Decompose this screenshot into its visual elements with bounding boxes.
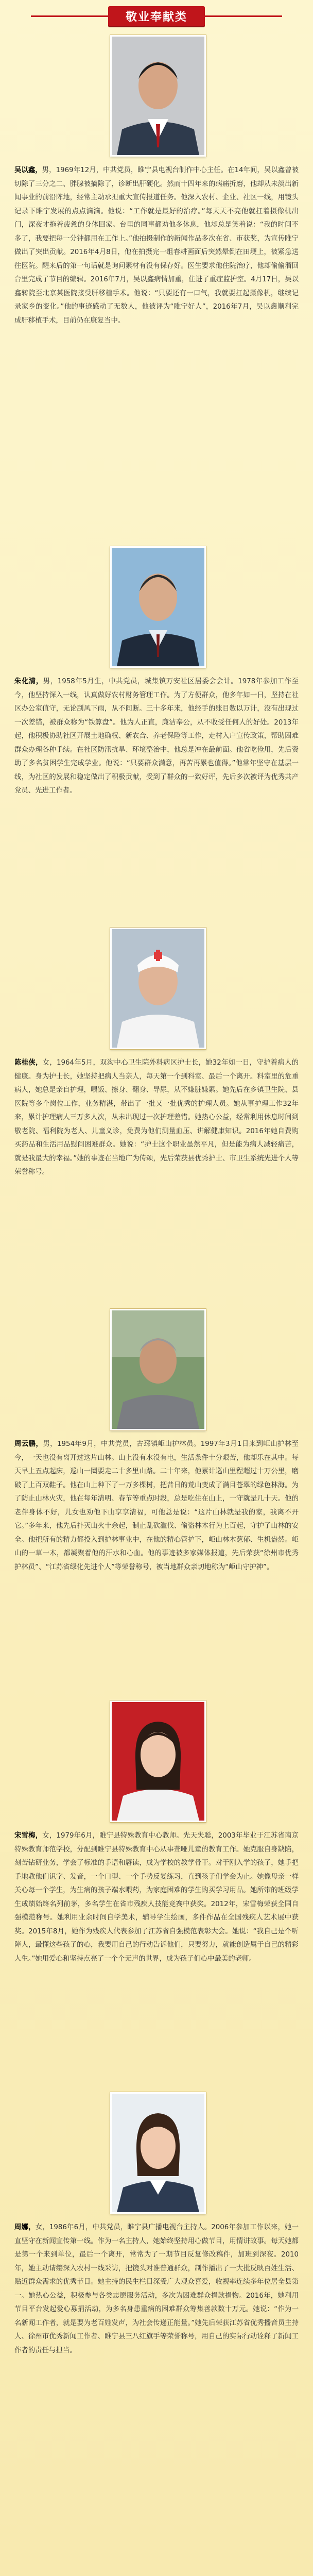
profile-photo (110, 1309, 206, 1430)
profile-name: 周云鹏， (14, 1440, 43, 1448)
profile-name: 周娜， (14, 2224, 36, 2231)
profile-name: 朱化清， (14, 678, 43, 685)
profile-photo (110, 928, 206, 1049)
profile-name: 宋雪梅， (14, 1832, 43, 1840)
profile-bio (14, 2221, 299, 2358)
profile-bio (14, 164, 299, 328)
profile-bio (14, 675, 299, 798)
portrait-icon (112, 37, 204, 155)
section-header (0, 4, 313, 25)
profile-photo (110, 2092, 206, 2214)
portrait-icon (112, 929, 204, 1048)
profile-text: 女，1979年6月，睢宁县特殊教育中心教师。先天失聪，2003年毕业于江苏省南京特殊教育师范学校，分配到睢宁县特殊教育中心从事聋哑儿童的教育工作。她克服自身缺陷，刻苦钻研业务，学会了标准的手语和唇读，成为学校的教学骨干。对于刚入学的孩子，她手把手地教他们识字、发音，一个口型、一个手势反复练习，直到孩子们学会为止。她像母亲一样关心每一个学生，为生病的孩子端水喂药，为家庭困难的学生购买学习用品。她所带的班级学生成绩始终名列前茅，多名学生在省市残疾人技能竞赛中获奖。2012年，宋雪梅荣获全国自强模范称号。她利用业余时间自学美术，辅导学生绘画，多件作品在全国残疾人艺术展中获奖。2015年8月，她作为残疾人代表参加了江苏省自强模范表彰大会。她说：“我自己是个听障人，最懂这些孩子的心，我要用自己的行动告诉他们，只要努力，就能创造属于自己的精彩人生。”她用爱心和坚持点亮了一个个无声的世界，成为孩子们心中最美的老师。 (14, 1832, 299, 1963)
section-title: 敬业奉献类 (108, 6, 205, 26)
portrait-icon (112, 1310, 204, 1429)
portrait-icon (112, 548, 204, 666)
profile-name: 吴以鑫， (14, 166, 42, 174)
profile-text: 女，1964年5月，双沟中心卫生院外科病区护士长，她32年如一日，守护着病人的健康。身为护士长，她坚持把病人当亲人，每天第一个到科室、最后一个离开。科室里的危重病人，她总是亲自护理，喂饭、擦身、翻身、导尿，从不嫌脏嫌累。她先后在乡镇卫生院、县医院等多个岗位工作，业务精湛，带出了一批又一批优秀的护理人员。她从事护理工作32年来，累计护理病人三万多人次，从未出现过一次护理差错。她热心公益，经常利用休息时间到敬老院、福利院为老人、儿童义诊，免费为他们测量血压、讲解健康知识。2016年她自费购买药品和生活用品慰问困难群众。她说：“护士这个职业虽然平凡，但是能为病人减轻痛苦，就是我最大的幸福。”她的事迹在当地广为传颂，先后荣获县优秀护士、市卫生系统先进个人等荣誉称号。 (14, 1059, 299, 1176)
portrait-icon (112, 1702, 204, 1821)
profile-text: 女，1986年6月，中共党员，睢宁县广播电视台主持人。2006年参加工作以来，她一直坚守在新闻宣传第一线。作为一名主持人，她始终坚持用心做节目，用情讲故事。每天她都是第一个来到单位，最后一个离开，常常为了一期节目反复修改稿件，加班到深夜。2010年，她主动请缨深入农村一线采访，把镜头对准普通群众，制作播出了一大批反映百姓生活、贴近群众需求的优秀节目。她主持的民生栏目深受广大观众喜爱，收视率连续多年位居全县第一。她热心公益，积极参与各类志愿服务活动，多次为困难群众捐款捐物。2016年，她利用节目平台发起爱心募捐活动，为多名身患重病的困难群众筹集善款数十万元。她说：“作为一名新闻工作者，就是要为老百姓发声，为社会传递正能量。”她先后荣获江苏省优秀播音员主持人、徐州市优秀新闻工作者、睢宁县三八红旗手等荣誉称号，用自己的实际行动诠释了新闻工作者的责任与担当。 (14, 2224, 299, 2354)
profile-text: 男，1954年9月，中共党员，古邳镇岠山护林员。1997年3月1日来到岠山护林至今，一天也没有离开过这片山林。山上没有水没有电，生活条件十分艰苦，他却乐在其中。每天早上五点起床，巡山一圈要走二十多里山路。二十年来，他累计巡山里程超过十万公里，磨破了上百双鞋子。他在山上种下了一万多棵树，把昔日的荒山变成了满目苍翠的绿色林海。为了防止山林火灾，他在每年清明、春节等重点时段，总是吃住在山上，一守就是几十天。他的老伴身体不好，儿女也劝他下山享享清福，可他总是说：“这片山林就是我的家，我离不开它。”多年来，他先后扑灭山火十余起，制止乱砍滥伐、偷盗林木行为上百起，守护了山林的安全。他把所有的精力都投入到护林事业中，在他的精心管护下，岠山林木葱郁、生机盎然。岠山的一草一木，都凝聚着他的汗水和心血。他的事迹被多家媒体报道，先后荣获“徐州市优秀护林员”、“江苏省绿化先进个人”等荣誉称号，被当地群众亲切地称为“岠山守护神”。 (14, 1440, 299, 1571)
portrait-icon (112, 2094, 204, 2212)
header-divider-right (205, 15, 282, 17)
header-divider-left (31, 15, 108, 17)
profile-photo (110, 35, 206, 157)
profile-photo (110, 1701, 206, 1822)
profile-photo (110, 546, 206, 668)
profile-text: 男，1969年12月，中共党员，睢宁县电视台制作中心主任。在14年间，吴以鑫曾被切除了三分之二、胖腺被摘除了，诊断出肝硬化。然而十四年来的病痛折磨，他却从未淡出新闻事业的前沿阵地，经常主动承担重大宣传报道任务。他深入农村、企业、社区一线，用镜头记录下睢宁发展的点点滴滴。他说：“工作就是最好的治疗。”每天天不亮他就扛着摄像机出门，深夜才拖着疲惫的身体回家。台里的同事都劝他多休息，他却总是笑着说：“我的时间不多了，我要把每一分钟都用在工作上。”他拍摄制作的新闻作品多次在省、市获奖，为宣传睢宁做出了突出贡献。2016年4月8日，他在拍摄完一组春耕画面后突然晕倒在田埂上，被紧急送往医院。醒来后的第一句话就是询问素材有没有保存好。医生要求他住院治疗，他却偷偷溜回台里完成了节目的编辑。2016年7月，吴以鑫病情加重，住进了重症监护室。4月17日，吴以鑫转院至北京某医院接受肝移植手术。他说：“只要还有一口气，我就要扛起摄像机，继续记录家乡的变化。”他的事迹感动了无数人，他被评为“睢宁好人”，2016年7月，吴以鑫顺利完成肝移植手术，目前仍在康复当中。 (14, 166, 299, 325)
profile-bio (14, 1438, 299, 1574)
profile-bio (14, 1056, 299, 1180)
profile-text: 男，1958年5月生，中共党员，城集镇万安社区居委会会计。1978年参加工作至今，他坚持深入一线，认真做好农村财务管理工作。为了方便群众，他多年如一日，坚持在社区办公室值守，无论刮风下雨，从不间断。三十多年来，他经手的账目数以万计，没有出现过一次差错，被群众称为“铁算盘”。他为人正直，廉洁奉公，从不收受任何人的好处。2013年起，他积极协助社区开展土地确权、新农合、养老保险等工作，走村入户宣传政策，帮助困难群众办理各种手续。在社区防汛抗旱、环境整治中，他总是冲在最前面。他省吃俭用，先后资助了多名贫困学生完成学业。他说：“只要群众满意，再苦再累也值得。”他常年坚守在基层一线，为社区的发展和稳定做出了积极贡献，受到了群众的一致好评，先后多次被评为优秀共产党员、先进工作者。 (14, 678, 299, 795)
profile-bio (14, 1829, 299, 1966)
profile-name: 陈桂侠， (14, 1059, 43, 1067)
